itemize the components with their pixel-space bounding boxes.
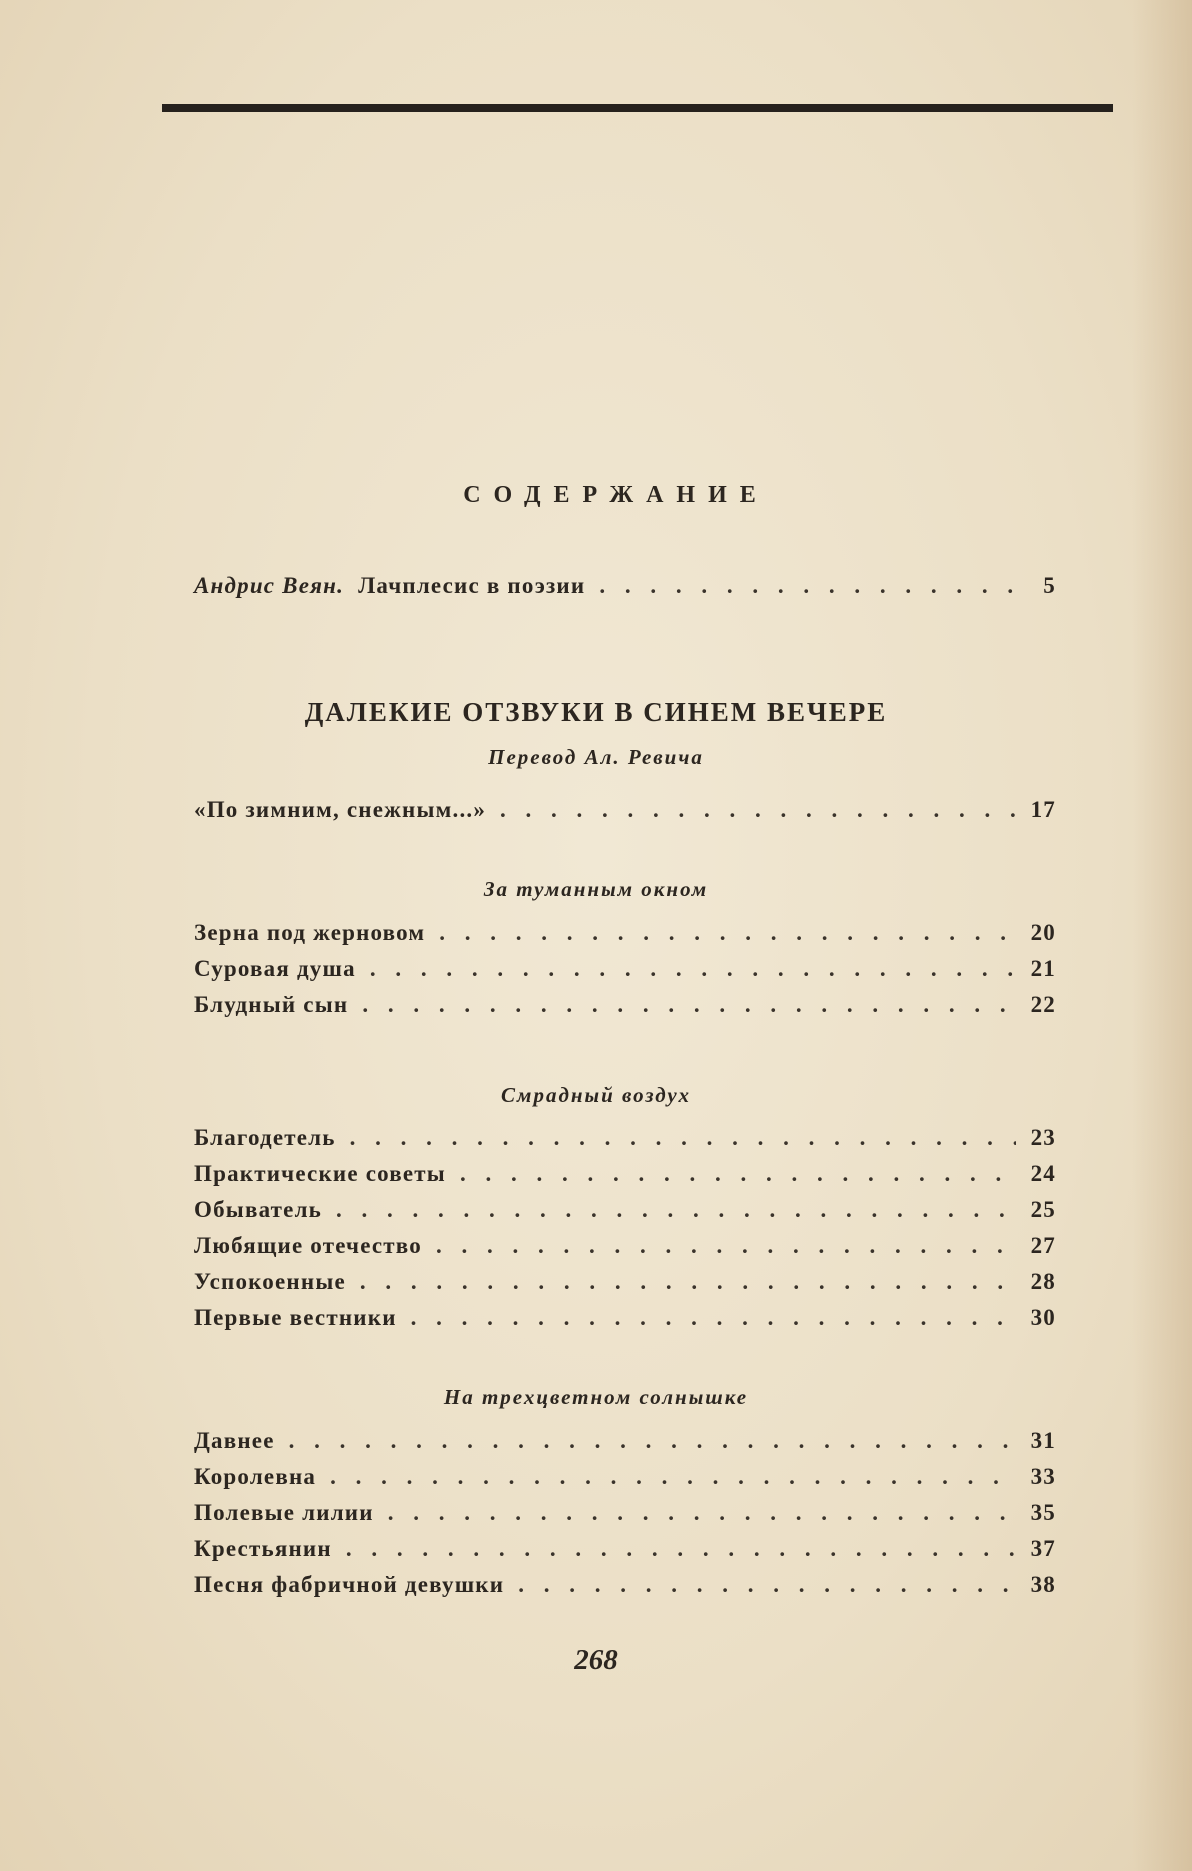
leader-dots <box>585 573 1016 599</box>
entry-title: Песня фабричной девушки <box>194 1572 505 1597</box>
toc-entry[interactable] <box>194 956 1056 988</box>
entry-page: 20 <box>1030 920 1056 945</box>
entry-title: Зерна под жерновом <box>194 920 426 945</box>
entry-page: 33 <box>1030 1464 1056 1489</box>
toc-entry[interactable] <box>194 1197 1056 1229</box>
page-edge-shadow <box>1132 0 1192 1871</box>
toc-entry[interactable] <box>194 1125 1056 1157</box>
leader-dots <box>446 1161 1016 1187</box>
toc-entry[interactable] <box>194 920 1056 952</box>
entry-page: 25 <box>1030 1197 1056 1222</box>
leader-dots <box>275 1428 1016 1454</box>
leader-dots <box>486 797 1016 823</box>
leader-dots <box>422 1233 1016 1259</box>
entry-title: Обыватель <box>194 1197 323 1222</box>
entry-title: Практические советы <box>194 1161 446 1186</box>
entry-title: Давнее <box>194 1428 275 1453</box>
entry-title: Королевна <box>194 1464 317 1489</box>
leader-dots <box>504 1572 1016 1598</box>
entry-title: «По зимним, снежным...» <box>194 797 487 822</box>
entry-page: 28 <box>1030 1269 1056 1294</box>
toc-entry[interactable] <box>194 1464 1056 1496</box>
entry-title: Крестьянин <box>194 1536 332 1561</box>
leader-dots <box>397 1305 1016 1331</box>
intro-title: Лачплесис в поэзии <box>358 573 586 598</box>
leader-dots <box>332 1536 1016 1562</box>
toc-entry[interactable] <box>194 1572 1056 1604</box>
intro-author: Андрис Веян. <box>194 573 345 598</box>
entry-title: Успокоенные <box>194 1269 346 1294</box>
entry-page: 21 <box>1030 956 1056 981</box>
toc-entry[interactable] <box>194 1305 1056 1337</box>
leader-dots <box>316 1464 1016 1490</box>
entry-title: Любящие отечество <box>194 1233 422 1258</box>
entry-page: 24 <box>1030 1161 1056 1186</box>
toc-entry[interactable] <box>194 1500 1056 1532</box>
entry-page: 22 <box>1030 992 1056 1017</box>
leader-dots <box>425 920 1016 946</box>
entry-title: Благодетель <box>194 1125 336 1150</box>
leader-dots <box>356 956 1016 982</box>
toc-entry-first[interactable] <box>194 797 1056 829</box>
section-title: ДАЛЕКИЕ ОТЗВУКИ В СИНЕМ ВЕЧЕРЕ <box>304 697 888 727</box>
cycle-title: За туманным окном <box>483 877 709 901</box>
toc-entry[interactable] <box>194 992 1056 1024</box>
entry-page: 23 <box>1030 1125 1056 1150</box>
toc-entry-intro[interactable] <box>194 573 1056 605</box>
leader-dots <box>346 1269 1016 1295</box>
toc-entry[interactable] <box>194 1428 1056 1460</box>
toc-entry[interactable] <box>194 1269 1056 1301</box>
entry-page: 31 <box>1030 1428 1056 1453</box>
entry-page: 35 <box>1030 1500 1056 1525</box>
leader-dots <box>348 992 1016 1018</box>
toc-entry[interactable] <box>194 1233 1056 1265</box>
toc-entry[interactable] <box>194 1161 1056 1193</box>
page-number: 268 <box>574 1644 618 1676</box>
intro-page: 5 <box>1043 573 1056 598</box>
top-rule <box>162 104 1113 112</box>
entry-title: Суровая душа <box>194 956 356 981</box>
entry-page: 38 <box>1030 1572 1056 1597</box>
entry-page: 37 <box>1030 1536 1056 1561</box>
entry-title: Блудный сын <box>194 992 349 1017</box>
entry-page: 17 <box>1030 797 1056 822</box>
cycle-title: На трехцветном солнышке <box>443 1385 749 1409</box>
entry-page: 30 <box>1030 1305 1056 1330</box>
contents-heading: СОДЕРЖАНИЕ <box>463 482 769 508</box>
section-translator: Перевод Ал. Ревича <box>488 745 704 769</box>
entry-title: Полевые лилии <box>194 1500 374 1525</box>
leader-dots <box>374 1500 1016 1526</box>
toc-entry[interactable] <box>194 1536 1056 1568</box>
leader-dots <box>336 1125 1016 1151</box>
entry-title: Первые вестники <box>194 1305 397 1330</box>
leader-dots <box>322 1197 1016 1223</box>
entry-page: 27 <box>1030 1233 1056 1258</box>
cycle-title: Смрадный воздух <box>501 1083 691 1107</box>
